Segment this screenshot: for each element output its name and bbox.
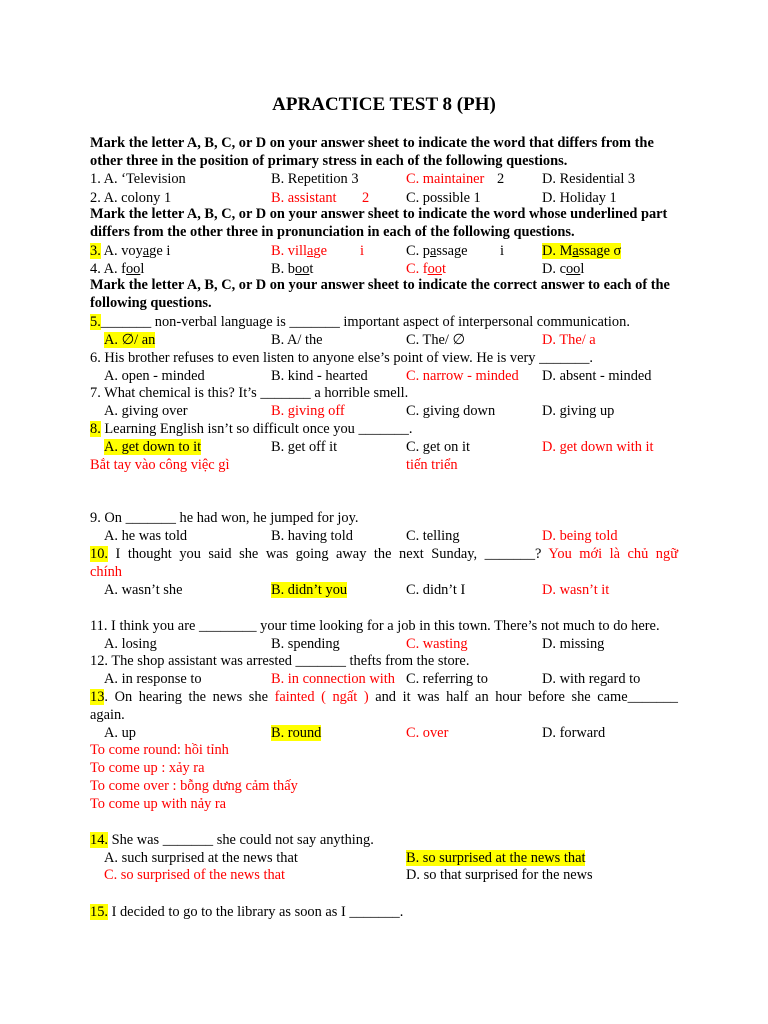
q5-option-a: A. ∅/ an [104, 332, 156, 348]
q11-option-d: D. missing [542, 636, 605, 652]
q11-option-c: C. wasting [406, 636, 468, 652]
q13-option-c: C. over [406, 725, 449, 741]
q9-option-a: A. he was told [104, 528, 188, 544]
q9-option-d: D. being told [542, 528, 618, 544]
q9-option-b: B. having told [271, 528, 353, 544]
q8-note-a: Bắt tay vào công việc gì [90, 457, 230, 473]
q7-option-b: B. giving off [271, 403, 345, 419]
q3-option-c-note: i [500, 243, 504, 259]
q10-option-a: A. wasn’t she [104, 582, 183, 598]
q14-option-a: A. such surprised at the news that [104, 850, 298, 866]
q7-option-d: D. giving up [542, 403, 615, 419]
q8-option-b: B. get off it [271, 439, 338, 455]
q4-option-a: 4. A. fool [90, 261, 145, 277]
q10-option-d: D. wasn’t it [542, 582, 610, 598]
q3-number: 3. [90, 243, 101, 259]
instruction-stress: Mark the letter A, B, C, or D on your answer sheet to indicate the word that differs from the other three in the position of primary stress in each of the following questions. [90, 135, 654, 169]
instruction-correct-answer: Mark the letter A, B, C, or D on your answer sheet to indicate the correct answer to each of the following questions. [90, 277, 670, 311]
q14-option-c: C. so surprised of the news that [104, 867, 286, 883]
q6-option-b: B. kind - hearted [271, 368, 368, 384]
q12-option-d: D. with regard to [542, 671, 641, 687]
q9-option-c: C. telling [406, 528, 460, 544]
q13-stem-continued: again. [90, 707, 125, 723]
q8-option-c: C. get on it [406, 439, 470, 455]
q4-option-b: B. boot [271, 261, 314, 277]
q13-number: 13 [90, 689, 105, 705]
q4-option-d: D. cool [542, 261, 585, 277]
q13-stem: 13. On hearing the news she fainted ( ngất ) and it was half an hour before she came_______ [90, 689, 678, 705]
q9-stem: 9. On _______ he had won, he jumped for joy. [90, 510, 359, 526]
q12-option-a: A. in response to [104, 671, 202, 687]
q8-note-c: tiến triển [406, 457, 458, 473]
q13-option-d: D. forward [542, 725, 606, 741]
q15-number: 15. [90, 904, 108, 920]
q5-stem: 5._______ non-verbal language is _______ important aspect of interpersonal communication. [90, 314, 630, 330]
q7-stem: 7. What chemical is this? It’s _______ a horrible smell. [90, 385, 409, 401]
q6-stem: 6. His brother refuses to even listen to anyone else’s point of view. He is very _______. [90, 350, 594, 366]
q1-option-b: B. Repetition 3 [271, 171, 359, 187]
q12-stem: 12. The shop assistant was arrested _______ thefts from the store. [90, 653, 470, 669]
q13-note-3: To come over : bỗng dưng cảm thấy [90, 778, 298, 794]
q11-option-a: A. losing [104, 636, 157, 652]
q8-number: 8. [90, 421, 101, 437]
q14-option-d: D. so that surprised for the news [406, 867, 593, 883]
q13-option-a: A. up [104, 725, 136, 741]
q6-option-d: D. absent - minded [542, 368, 652, 384]
q8-stem: 8. Learning English isn’t so difficult once you _______. [90, 421, 413, 437]
q1-option-c-number: 2 [497, 171, 505, 187]
q4-option-c: C. foot [406, 261, 446, 277]
q7-option-c: C. giving down [406, 403, 496, 419]
q5-option-d: D. The/ a [542, 332, 596, 348]
q13-note-2: To come up : xảy ra [90, 760, 205, 776]
q2-option-b-number: 2 [362, 190, 370, 206]
page-title: APRACTICE TEST 8 (PH) [272, 94, 496, 115]
q2-option-c: C. possible 1 [406, 190, 481, 206]
q5-option-c: C. The/ ∅ [406, 332, 466, 348]
instruction-pronunciation: Mark the letter A, B, C, or D on your answer sheet to indicate the word whose underlined part differs from the other three in pronunciation in each of the following questions. [90, 206, 668, 240]
q8-option-a: A. get down to it [104, 439, 202, 455]
q12-option-c: C. referring to [406, 671, 488, 687]
q10-note-continued: chính [90, 564, 122, 580]
q6-option-c: C. narrow - minded [406, 368, 519, 384]
q1-option-a: 1. A. ‘Television [90, 171, 186, 187]
q12-option-b: B. in connection with [271, 671, 395, 687]
q10-stem: 10. I thought you said she was going away the next Sunday, _______? You mới là chủ ngữ [90, 546, 678, 562]
q13-option-b: B. round [271, 725, 322, 741]
q14-number: 14. [90, 832, 108, 848]
q3-option-a: 3. A. voyage i [90, 243, 171, 259]
q13-note-4: To come up with nảy ra [90, 796, 227, 812]
q10-option-c: C. didn’t I [406, 582, 466, 598]
q15-stem: 15. I decided to go to the library as soon as I _______. [90, 904, 404, 920]
q14-stem: 14. She was _______ she could not say anything. [90, 832, 374, 848]
q10-number: 10. [90, 546, 108, 562]
q2-option-b: B. assistant [271, 190, 337, 206]
q6-option-a: A. open - minded [104, 368, 205, 384]
q8-option-d: D. get down with it [542, 439, 654, 455]
q3-option-c: C. passage [406, 243, 468, 259]
q11-option-b: B. spending [271, 636, 340, 652]
q2-option-d: D. Holiday 1 [542, 190, 617, 206]
q1-option-c: C. maintainer [406, 171, 485, 187]
q3-option-d: D. Massage σ [542, 243, 622, 259]
q10-option-b: B. didn’t you [271, 582, 348, 598]
q14-option-b: B. so surprised at the news that [406, 850, 586, 866]
q2-option-a: 2. A. colony 1 [90, 190, 172, 206]
q5-number: 5. [90, 314, 101, 330]
q7-option-a: A. giving over [104, 403, 188, 419]
q1-option-d: D. Residential 3 [542, 171, 636, 187]
q13-note-1: To come round: hồi tỉnh [90, 742, 229, 758]
q3-option-b: B. village [271, 243, 327, 259]
q3-option-b-note: i [360, 243, 364, 259]
q5-option-b: B. A/ the [271, 332, 323, 348]
q11-stem: 11. I think you are ________ your time looking for a job in this town. There’s not much to do here. [90, 618, 660, 634]
